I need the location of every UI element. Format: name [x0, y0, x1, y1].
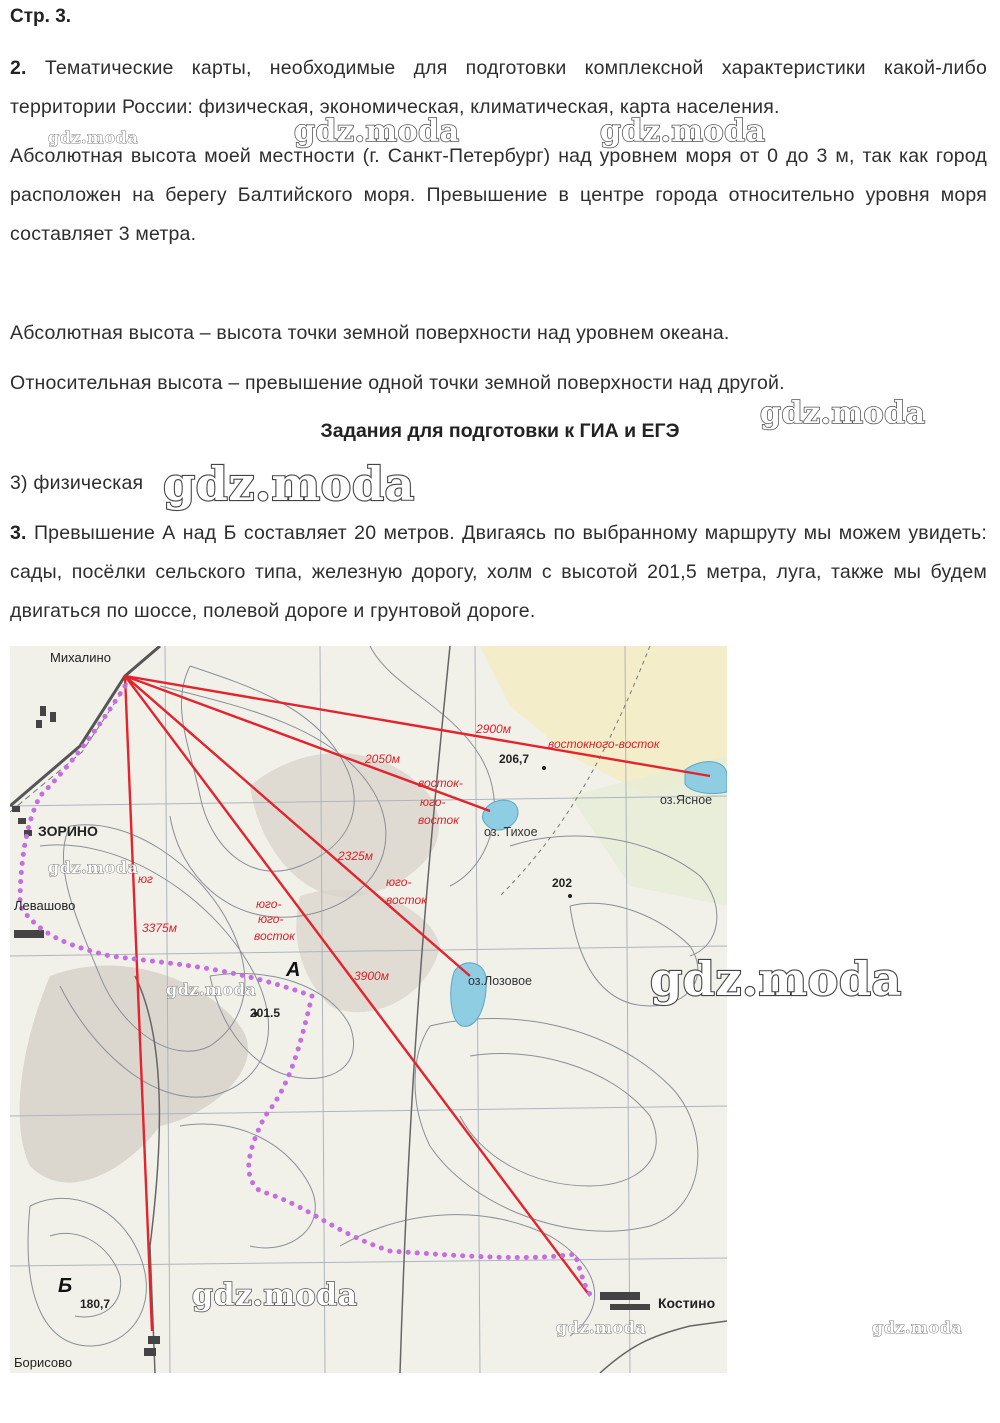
place-kostino: Костино — [658, 1295, 716, 1311]
task3-paragraph — [10, 514, 987, 631]
definition-relative: Относительная высота – превышение одной точки земной поверхности над другой. — [10, 372, 785, 394]
watermark: gdz.moda — [760, 396, 926, 431]
direction-tikhoe: восток- — [418, 776, 463, 790]
watermark: gdz.moda — [556, 1318, 647, 1337]
place-levashovo: Левашово — [14, 898, 76, 913]
direction-lozovoe: восток — [386, 893, 427, 907]
topographic-map — [10, 646, 727, 1373]
place-borisovo: Борисово — [14, 1355, 73, 1370]
point-b: Б — [58, 1275, 73, 1297]
distance-2050: 2050м — [365, 752, 400, 766]
definition-absolute: Абсолютная высота – высота точки земной поверхности над уровнем океана. — [10, 322, 730, 344]
direction-ssw: восток — [254, 929, 295, 943]
height-point — [542, 766, 546, 770]
direction-ssw: юго- — [258, 912, 284, 926]
height-202: 202 — [552, 876, 573, 890]
direction-tikhoe: юго- — [420, 795, 446, 809]
point-a: А — [286, 959, 301, 981]
watermark: gdz.moda — [600, 114, 766, 149]
place-zorino: ЗОРИНО — [38, 823, 98, 839]
task3-number: 3. — [10, 522, 27, 544]
task2-number: 2. — [10, 57, 27, 79]
exam-heading: Задания для подготовки к ГИА и ЕГЭ — [320, 420, 680, 442]
task2-paragraph — [10, 49, 987, 127]
task3-text: Превышение А над Б составляет 20 метров. Двигаясь по выбранному маршруту мы можем увидеть: сады, посёлки сельского типа, железную дорогу, холм с высотой 201,5 метра, луга, также мы будем двигаться по шоссе, полевой дороге и грунтовой дороге. — [10, 522, 988, 622]
direction-ssw: юго- — [256, 897, 282, 911]
height-206: 206,7 — [499, 752, 530, 766]
task2-text: Тематические карты, необходимые для подготовки комплексной характеристики какой-либо территории России: физическая, экономическая, климатическая, карта населения. — [10, 57, 987, 118]
exam-answer: 3) физическая — [10, 472, 144, 494]
lake-tikhoe: оз. Тихое — [484, 825, 538, 839]
watermark: gdz.moda — [48, 858, 139, 877]
watermark: gdz.moda — [166, 980, 257, 999]
watermark: gdz.moda — [294, 114, 460, 149]
distance-2325: 2325м — [338, 849, 373, 863]
height-201: 201.5 — [250, 1006, 281, 1020]
distance-2900: 2900м — [476, 722, 511, 736]
height-paragraph: Абсолютная высота моей местности (г. Санкт-Петербург) над уровнем моря от 0 до 3 м, так как город расположен на берегу Балтийского моря. Превышение в центре города относительно уровня моря составляет 3 метра. — [10, 145, 987, 245]
direction-tikhoe: восток — [418, 813, 459, 827]
watermark: gdz.moda — [650, 952, 902, 1006]
height-180: 180,7 — [80, 1297, 111, 1311]
page-number: Стр. 3. — [10, 6, 72, 27]
direction-yasnoe: востокного-восток — [548, 737, 660, 751]
height-point — [568, 894, 572, 898]
watermark: gdz.moda — [163, 457, 415, 511]
direction-lozovoe: юго- — [386, 875, 412, 889]
lake-lozovoe: оз.Лозовое — [468, 974, 532, 988]
direction-south: юг — [138, 872, 153, 886]
watermark: gdz.moda — [872, 1318, 963, 1337]
distance-3375: 3375м — [142, 921, 177, 935]
place-mikhalino: Михалино — [50, 650, 111, 665]
lake-yasnoe: оз.Ясное — [660, 793, 713, 807]
watermark: gdz.moda — [48, 128, 139, 147]
watermark: gdz.moda — [192, 1278, 358, 1313]
distance-3900: 3900м — [354, 969, 389, 983]
